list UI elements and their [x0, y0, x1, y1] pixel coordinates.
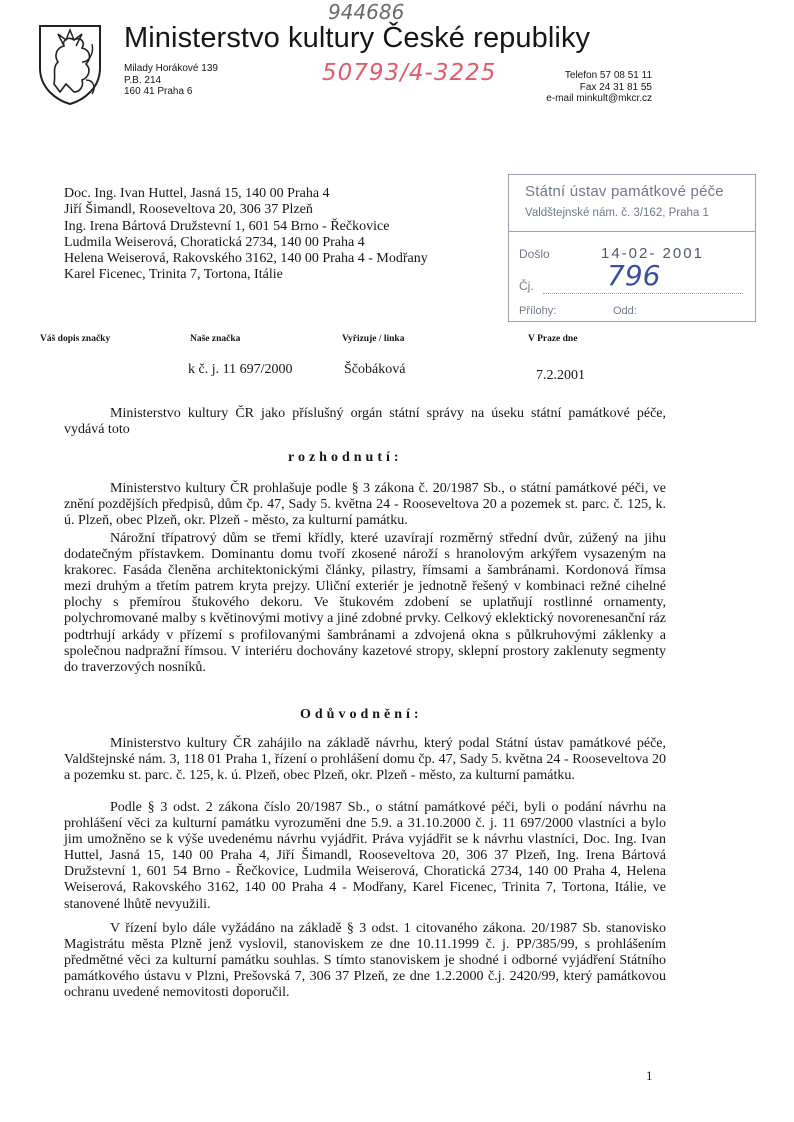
- stamp-received-date: 14-02- 2001: [601, 245, 704, 262]
- recipient-line: Jiří Šimandl, Rooseveltova 20, 306 37 Plzeň: [64, 202, 313, 218]
- stamp-attachments-label: Přílohy:: [519, 305, 557, 317]
- our-ref-value: k č. j. 11 697/2000: [188, 362, 293, 377]
- handwritten-top-number: 944686: [328, 0, 405, 24]
- intro-paragraph: Ministerstvo kultury ČR jako příslušný orgán státní správy na úseku státní památkové péče, vydává toto: [64, 406, 666, 438]
- handwritten-reference: 50793/4-3225: [322, 60, 497, 86]
- stamp-department-label: Odd:: [613, 305, 637, 317]
- ministry-address: [124, 63, 218, 98]
- recipient-list: [64, 186, 428, 284]
- contact-phone: Telefon 57 08 51 11: [564, 70, 652, 81]
- date-label: V Praze dne: [528, 334, 578, 344]
- address-line: 160 41 Praha 6: [124, 86, 193, 97]
- decision-heading: rozhodnutí:: [288, 450, 403, 465]
- reasons-heading: Odůvodnění:: [300, 707, 423, 722]
- address-line: P.B. 214: [124, 74, 162, 86]
- recipient-line: Ing. Irena Bártová Družstevní 1, 601 54 Brno - Řečkovice: [64, 218, 390, 234]
- reasons-paragraph: Podle § 3 odst. 2 zákona číslo 20/1987 Sb., o státní památkové péči, byli o podání návrhu na prohlášení věci za kulturní památku vyrozuměni dne 5.9. a 31.10.2000 č. j. 11 697/2000 vlastníci a bylo jim umožněno se k výše uvedenému návrhu vyjádřit. Práva vyjádřit se k návrhu vlastníci, Doc. Ing. Ivan Huttel, Jasná 15, 140 00 Praha 4, Jiří Šimandl, Rooseveltova 20, 306 37 Plzeň, Ing. Irena Bártová Družstevní 1, 601 54 Brno - Řečkovice, Ludmila Weiserová, Choratická 2734, 140 00 Praha 4, Helena Weiserová, Rakovského 3162, 140 00 Praha 4 - Modřany, Karel Ficenec, Trinita 7, Tortona, Itálie, ve stanovené lhůtě nevyužili.: [64, 800, 666, 912]
- ministry-contact: [546, 70, 652, 105]
- address-line: Milady Horákové 139: [124, 63, 218, 74]
- reasons-paragraph: Ministerstvo kultury ČR zahájilo na základě návrhu, který podal Státní ústav památkové péče, Valdštejnské nám. 3, 118 01 Praha 1, řízení o prohlášení domu čp. 47, Sady 5. května 24 - Rooseveltova 20 a pozemku st. parc. č. 125, k. ú. Plzeň, obec Plzeň, okr. Plzeň - město, za kulturní památku.: [64, 736, 666, 784]
- recipient-line: Ludmila Weiserová, Choratická 2734, 140 00 Praha 4: [64, 234, 365, 250]
- ministry-title: Ministerstvo kultury České republiky: [124, 22, 591, 54]
- our-ref-label: Naše značka: [190, 334, 241, 344]
- recipient-line: Doc. Ing. Ivan Huttel, Jasná 15, 140 00 Praha 4: [64, 186, 330, 201]
- recipient-line: Karel Ficenec, Trinita 7, Tortona, Itálie: [64, 267, 283, 283]
- decision-paragraph: Ministerstvo kultury ČR prohlašuje podle § 3 zákona č. 20/1987 Sb., o státní památkové péči, ve znění pozdějších předpisů, dům čp. 47, Sady 5. května 24 - Rooseveltova 20 a pozemek st. parc. č. 125, k. ú. Plzeň, obec Plzeň, okr. Plzeň - město, za kulturní památku.: [64, 481, 666, 529]
- stamp-institution: Státní ústav památkové péče: [525, 183, 724, 200]
- stamp-address: Valdštejnské nám. č. 3/162, Praha 1: [525, 207, 709, 219]
- page-number: 1: [646, 1068, 653, 1083]
- stamp-number-label: Čj.: [519, 279, 534, 293]
- stamp-received-label: Došlo: [519, 247, 550, 261]
- decision-description: Nárožní třípatrový dům se třemi křídly, které uzavírají rozměrný střední dvůr, zúžený na jihu dodatečným přístavkem. Dominantu domu tvoří zkosené nároží s hranolovým arkýřem vysazeným na krakorec. Fasáda členěna architektonickými články, pilastry, římsami a šambránami. Kordonová římsa mezi druhým a třetím patrem kryta prejzy. Uliční exteriér je jednotně řešený v kombinaci režné cihelné plochy s přemírou štukového dekoru. Ve štukovém zdobení se uplatňují rostlinné ornamenty, polychromované malby s květinovými motivy a jiné zdobné prvky. Celkový eklektický novorenesanční ráz podtrhují arkády v přízemí s profilovanými šambránami a zdvojená okna s půlkruhovými záklenky a společnou nadpražní římsou. V interiéru dochovány kazetové stropy, sklepní prostory zaklenuty segmenty do traverzových nosníků.: [64, 531, 666, 675]
- reasons-paragraph: V řízení bylo dále vyžádáno na základě § 3 odst. 1 citovaného zákona. 20/1987 Sb. stanovisko Magistrátu města Plzně jenž vyslovil, stanoviskem ze dne 10.11.1999 č. j. PP/385/99, s prohlášením předmětné věci za kulturní památku souhlas. S tímto stanoviskem je shodné i odborné vyjádření Státního památkového ústavu v Plzni, Prešovská 7, 306 37 Plzeň, ze dne 1.2.2000 č.j. 2420/99, který památkovou ochranu uvedené nemovitosti doporučil.: [64, 921, 666, 1001]
- handler-value: Ščobáková: [344, 362, 406, 377]
- recipient-line: Helena Weiserová, Rakovského 3162, 140 00 Praha 4 - Modřany: [64, 251, 428, 267]
- contact-email: e-mail minkult@mkcr.cz: [546, 93, 652, 104]
- your-ref-label: Váš dopis značky: [40, 334, 111, 344]
- contact-fax: Fax 24 31 81 55: [579, 81, 652, 93]
- stamp-handwritten-number: 796: [607, 259, 661, 292]
- handler-label: Vyřizuje / linka: [342, 334, 405, 344]
- coat-of-arms-logo: [36, 22, 104, 106]
- date-value: 7.2.2001: [536, 368, 585, 383]
- received-stamp: [508, 174, 756, 322]
